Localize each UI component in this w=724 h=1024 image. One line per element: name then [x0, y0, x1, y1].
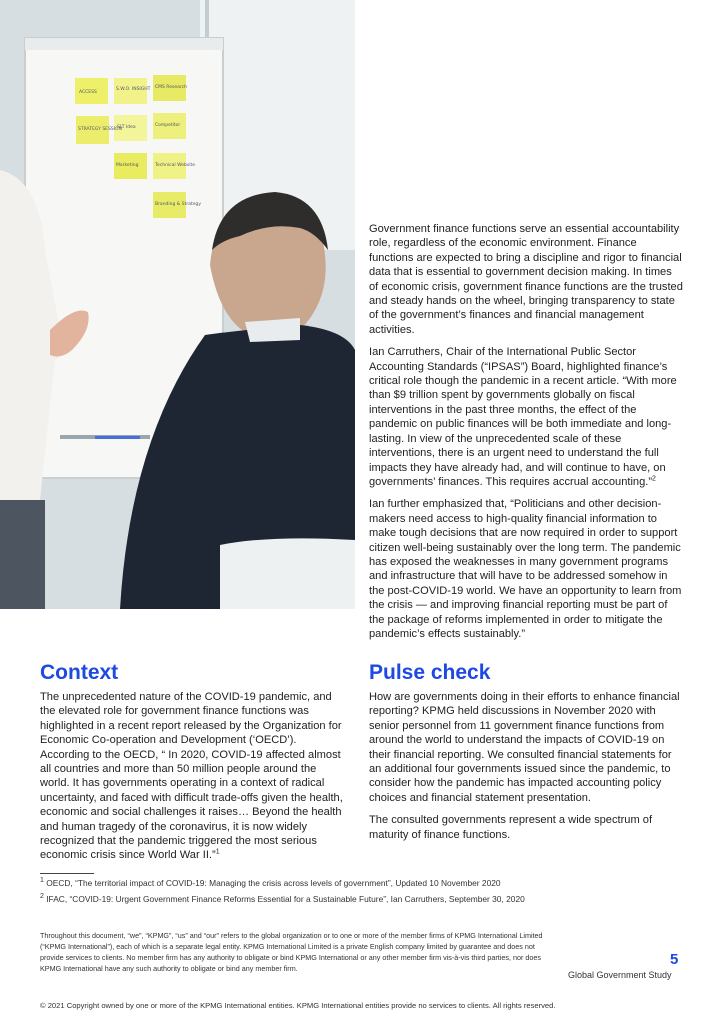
- sticky-1: ACCESS: [79, 90, 97, 95]
- footnote-ref-2[interactable]: 2: [652, 475, 656, 483]
- sticky-5: SLT Idea: [117, 125, 136, 130]
- sticky-4: STRATEGY SESSION: [78, 127, 122, 132]
- page-number: 5: [670, 951, 679, 968]
- intro-paragraph-1: Government finance functions serve an essential accountability role, regardless of the economic environment. Finance functions are expected to bring a discipline and rigor to financial data that is essential to government decision making. In times of economic crisis, government finance functions are the trusted and steady hands on the wheel, bringing transparency to state of the government’s finances and financial management activities.: [369, 223, 683, 336]
- context-paragraph: [40, 690, 348, 863]
- context-paragraph-text: The unprecedented nature of the COVID-19 pandemic, and the elevated role for government finance functions was highlighted in a recent report released by the Organization for Economic Co-operation and Development (‘OECD’). According to the OECD, “ In 2020, COVID-19 affected almost all countries and more than 50 million people around the world. It has governments operating in a context of radical uncertainty, and faced with difficult trade-offs given the health, economic and social challenges it raises… Beyond the health and human tragedy of the coronavirus, it is now widely recognized that the pandemic triggered the most serious economic crisis since World War II.”: [40, 691, 343, 862]
- meeting-photo: [0, 0, 355, 609]
- intro-column: [369, 222, 683, 649]
- sticky-3: CMS Research: [155, 85, 187, 90]
- footnote-1-number: 1: [40, 877, 44, 885]
- intro-paragraph-3: Ian further emphasized that, “Politicians and other decision-makers need access to high-quality financial information to make tough decisions that are now required in order to support citizen well-being sustainably over the long term. The pandemic has exposed the weaknesses in many government programs and infrastructure that will have to be addressed somehow in the post-COVID-19 world. We have an opportunity to learn from the crisis — and improving financial reporting must be part of the package of reforms implemented in order to mitigate the pandemic’s effects sustainably.”: [369, 498, 682, 640]
- footnote-1: [40, 878, 700, 889]
- sticky-2: S.W.O. INSIGHT: [116, 87, 151, 92]
- pulse-check-paragraph-1: How are governments doing in their efforts to enhance financial reporting? KPMG held discussions in November 2020 with senior personnel from 11 government finance functions from around the world to understand the impacts of COVID-19 on their financial reporting. We consulted financial statements for an additional four governments issued since the pandemic, to consider how the pandemic has impacted accounting policy choices and financial statement presentation.: [369, 691, 680, 804]
- sticky-8: Technical Website: [155, 163, 196, 168]
- footnote-2: [40, 894, 700, 905]
- intro-paragraph-2: [369, 345, 683, 489]
- sticky-9: Branding & Strategy: [155, 202, 202, 207]
- copyright: © 2021 Copyright owned by one or more of the KPMG International entities. KPMG International entities provide no services to clients. All rights reserved.: [40, 1001, 556, 1010]
- study-label: Global Government Study: [568, 970, 672, 980]
- pulse-check-heading: Pulse check: [369, 661, 491, 684]
- sticky-6: Competitor: [155, 123, 181, 128]
- context-heading: Context: [40, 661, 119, 684]
- pulse-check-section: [369, 661, 683, 850]
- footnote-1-text: OECD, “The territorial impact of COVID-19: Managing the crisis across levels of government”, Updated 10 November 2020: [46, 878, 501, 888]
- footnote-divider: [40, 873, 94, 874]
- meeting-illustration: [0, 0, 355, 609]
- footnote-ref-1[interactable]: 1: [215, 848, 220, 856]
- footnote-2-number: 2: [40, 893, 44, 901]
- footnote-2-text: IFAC, “COVID-19: Urgent Government Finance Reforms Essential for a Sustainable Future”, Ian Carruthers, September 30, 2020: [46, 894, 525, 904]
- intro-paragraph-2-text: Ian Carruthers, Chair of the International Public Sector Accounting Standards (“IPSAS”) Board, highlighted finance’s critical role though the pandemic in a recent article. “With more than $9 trillion spent by governments globally on fiscal interventions in the past three months, the effect of the pandemic on public finances will be both immediate and long-lasting. In view of the unprecedented scale of these interventions, there is an urgent need to understand the full impacts they have already had, and will continue to have, on governments’ finances. This requires accrual accounting.”: [369, 346, 677, 488]
- disclaimer: Throughout this document, “we”, “KPMG”, “us” and “our” refers to the global organization or to one or more of the member firms of KPMG International Limited (“KPMG International”), each of which is a separate legal entity. KPMG International Limited is a private English company limited by guarantee and does not provide services to clients. No member firm has any authority to obligate or bind KPMG International or any other member firm vis-à-vis third parties, nor does KPMG International have any such authority to obligate or bind any member firm.: [40, 931, 543, 973]
- pulse-check-paragraph-2: The consulted governments represent a wide spectrum of maturity of finance functions.: [369, 814, 653, 841]
- context-section: [40, 661, 348, 863]
- sticky-7: Marketing: [116, 163, 139, 168]
